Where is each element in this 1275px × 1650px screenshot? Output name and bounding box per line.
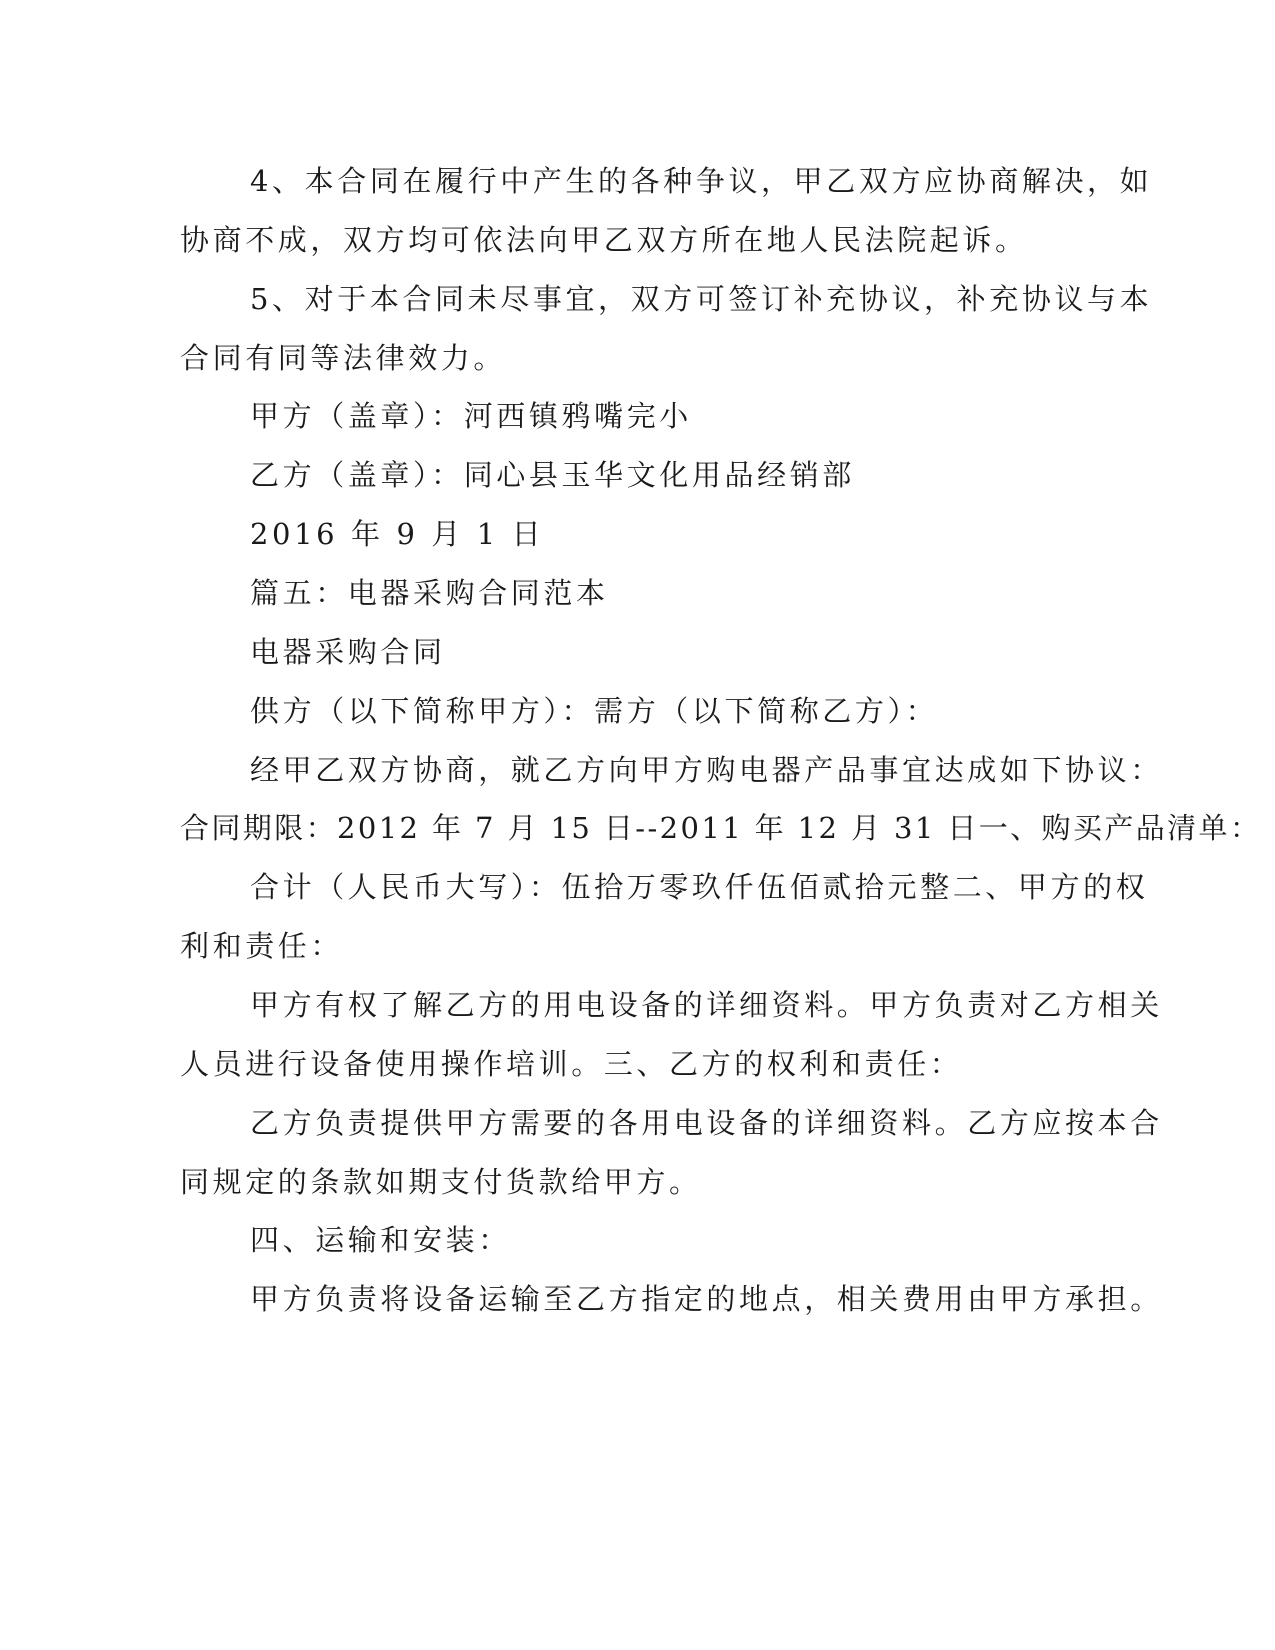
signing-date: 2016 年 9 月 1 日 xyxy=(250,517,545,551)
clause-4-line-2: 协商不成，双方均可依法向甲乙双方所在地人民法院起诉。 xyxy=(180,223,1028,257)
party-a-seal: 甲方（盖章）：河西镇鸦嘴完小 xyxy=(250,399,692,433)
transport-heading: 四、运输和安装： xyxy=(250,1223,511,1257)
transport-clause: 甲方负责将设备运输至乙方指定的地点，相关费用由甲方承担。 xyxy=(250,1282,1163,1316)
party-b-duty-line-1: 乙方负责提供甲方需要的各用电设备的详细资料。乙方应按本合 xyxy=(250,1106,1163,1140)
clause-4-line-1: 4、本合同在履行中产生的各种争议，甲乙双方应协商解决，如 xyxy=(250,164,1153,198)
party-a-duty-line-2: 人员进行设备使用操作培训。三、乙方的权利和责任： xyxy=(180,1047,963,1081)
agreement-intro: 经甲乙双方协商，就乙方向甲方购电器产品事宜达成如下协议： xyxy=(250,753,1163,787)
total-amount-line-2: 利和责任： xyxy=(180,929,344,963)
party-a-duty-line-1: 甲方有权了解乙方的用电设备的详细资料。甲方负责对乙方相关 xyxy=(250,988,1163,1022)
clause-5-line-1: 5、对于本合同未尽事宜，双方可签订补充协议，补充协议与本 xyxy=(250,282,1153,316)
section-heading: 篇五：电器采购合同范本 xyxy=(250,576,609,610)
contract-title: 电器采购合同 xyxy=(250,635,446,669)
party-b-duty-line-2: 同规定的条款如期支付货款给甲方。 xyxy=(180,1165,702,1199)
parties-line: 供方（以下简称甲方）：需方（以下简称乙方）： xyxy=(250,694,939,728)
clause-5-line-2: 合同有同等法律效力。 xyxy=(180,341,507,375)
total-amount-line-1: 合计（人民币大写）：伍拾万零玖仟伍佰贰拾元整二、甲方的权 xyxy=(250,870,1149,904)
contract-term: 合同期限：2012 年 7 月 15 日--2011 年 12 月 31 日一、购买产品清单： xyxy=(180,811,1262,845)
party-b-seal: 乙方（盖章）：同心县玉华文化用品经销部 xyxy=(250,458,855,492)
